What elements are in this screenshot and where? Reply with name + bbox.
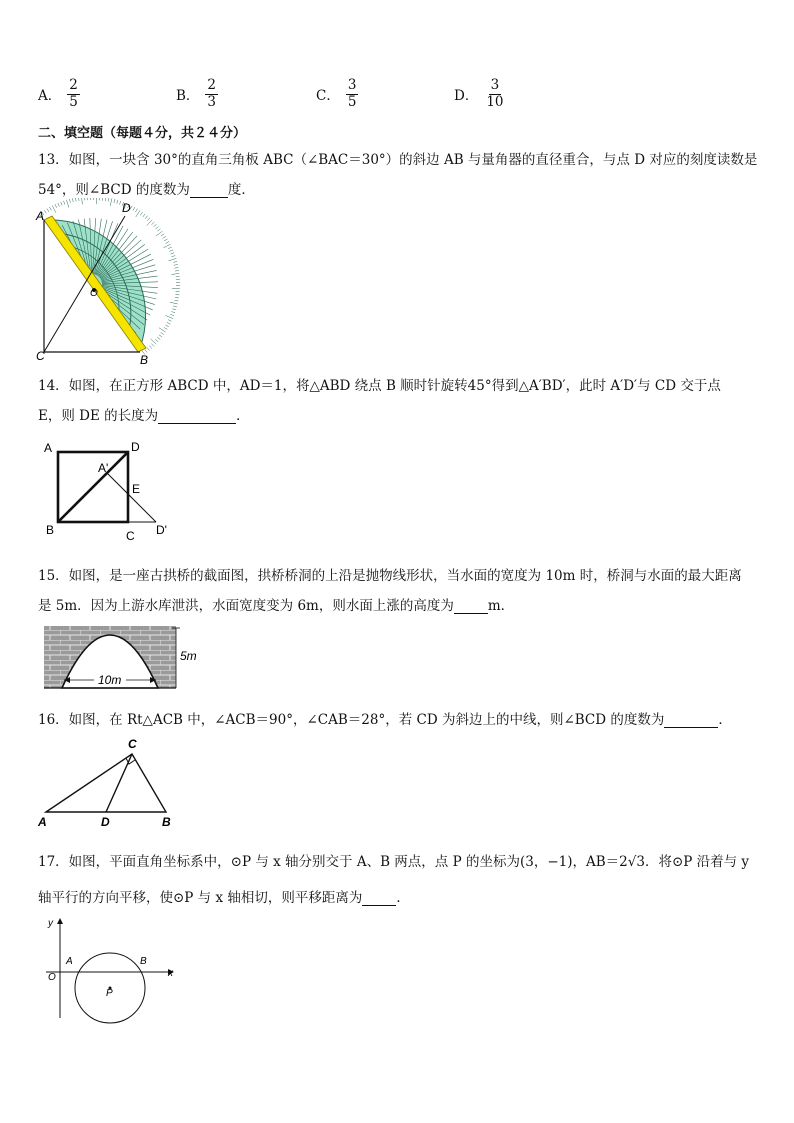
answer-blank[interactable] (190, 183, 228, 198)
label-height: 5m (180, 649, 197, 663)
label-d: D (122, 201, 131, 215)
label-b: B (140, 956, 147, 967)
q16-figure (34, 734, 184, 830)
label-width: 10m (98, 673, 122, 687)
label-y: y (48, 918, 53, 929)
label-d: D (101, 815, 110, 829)
label-a-prime: A' (98, 461, 109, 475)
answer-blank[interactable] (454, 599, 488, 614)
q14-figure (40, 438, 180, 550)
label-a: A (38, 815, 47, 829)
choice-d: D． $\frac{3}{10}$ (454, 77, 504, 110)
answer-blank[interactable] (664, 713, 718, 728)
q15-line1: 15．如图，是一座古拱桥的截面图，拱桥桥洞的上沿是抛物线形状，当水面的宽度为 10m 时，桥洞与水面的最大距离 (38, 568, 742, 584)
label-a: A (66, 956, 73, 967)
label-d-prime: D' (156, 523, 167, 537)
q14-line1: 14．如图，在正方形 ABCD 中，AD＝1，将△ABD 绕点 B 顺时针旋转45°得到△A′BD′，此时 A′D′与 CD 交于点 (38, 378, 721, 394)
q17-figure (40, 914, 190, 1026)
fraction: $\frac{2}{5}$ (69, 77, 78, 110)
label-c: C (128, 737, 137, 751)
q15-line2: 是 5m．因为上游水库泄洪，水面宽度变为 6m，则水面上涨的高度为 m． (38, 598, 515, 614)
q17-line1: 17．如图，平面直角坐标系中，⊙P 与 x 轴分别交于 A、B 两点，点 P 的坐标为(3，−1)，AB＝2√3．将⊙P 沿着与 y (38, 854, 750, 870)
label-o: O (90, 288, 98, 299)
fraction: $\frac{3}{10}$ (486, 77, 504, 110)
answer-blank[interactable] (362, 891, 396, 906)
triangle-acb (46, 754, 166, 812)
choice-c: C． $\frac{3}{5}$ (316, 77, 357, 110)
q13-figure (30, 198, 190, 368)
label-b: B (140, 353, 149, 367)
choice-b: B． $\frac{2}{3}$ (176, 77, 217, 110)
fraction: $\frac{2}{3}$ (207, 77, 217, 110)
label-e: E (132, 482, 141, 496)
q15-figure (40, 620, 210, 692)
q17-line2: 轴平行的方向平移，使⊙P 与 x 轴相切，则平移距离为 ． (38, 890, 410, 906)
label-o: O (48, 972, 56, 983)
fraction: $\frac{3}{5}$ (347, 77, 357, 110)
label-c: C (126, 529, 135, 543)
label-c: C (36, 349, 45, 363)
label-a: A (44, 441, 53, 455)
q14-line2: E，则 DE 的长度为 ． (38, 408, 250, 424)
answer-blank[interactable] (158, 409, 236, 424)
label-b: B (46, 523, 55, 537)
label-p: P (106, 988, 113, 999)
q16-line1: 16．如图，在 Rt△ACB 中，∠ACB＝90°，∠CAB＝28°，若 CD 为斜边上的中线，则∠BCD 的度数为 ． (38, 712, 732, 728)
label-x: x (168, 968, 173, 979)
section-heading: 二、填空题（每题４分，共２４分） (38, 126, 247, 141)
label-a: A (36, 209, 45, 223)
label-b: B (162, 815, 171, 829)
q13-line2: 54°，则∠BCD 的度数为 度． (38, 182, 255, 198)
label-d: D (131, 440, 140, 454)
choice-a: A． $\frac{2}{5}$ (38, 77, 78, 110)
q13-line1: 13．如图，一块含 30°的直角三角板 ABC（∠BAC＝30°）的斜边 AB 与量角器的直径重合，与点 D 对应的刻度读数是 (38, 152, 758, 168)
